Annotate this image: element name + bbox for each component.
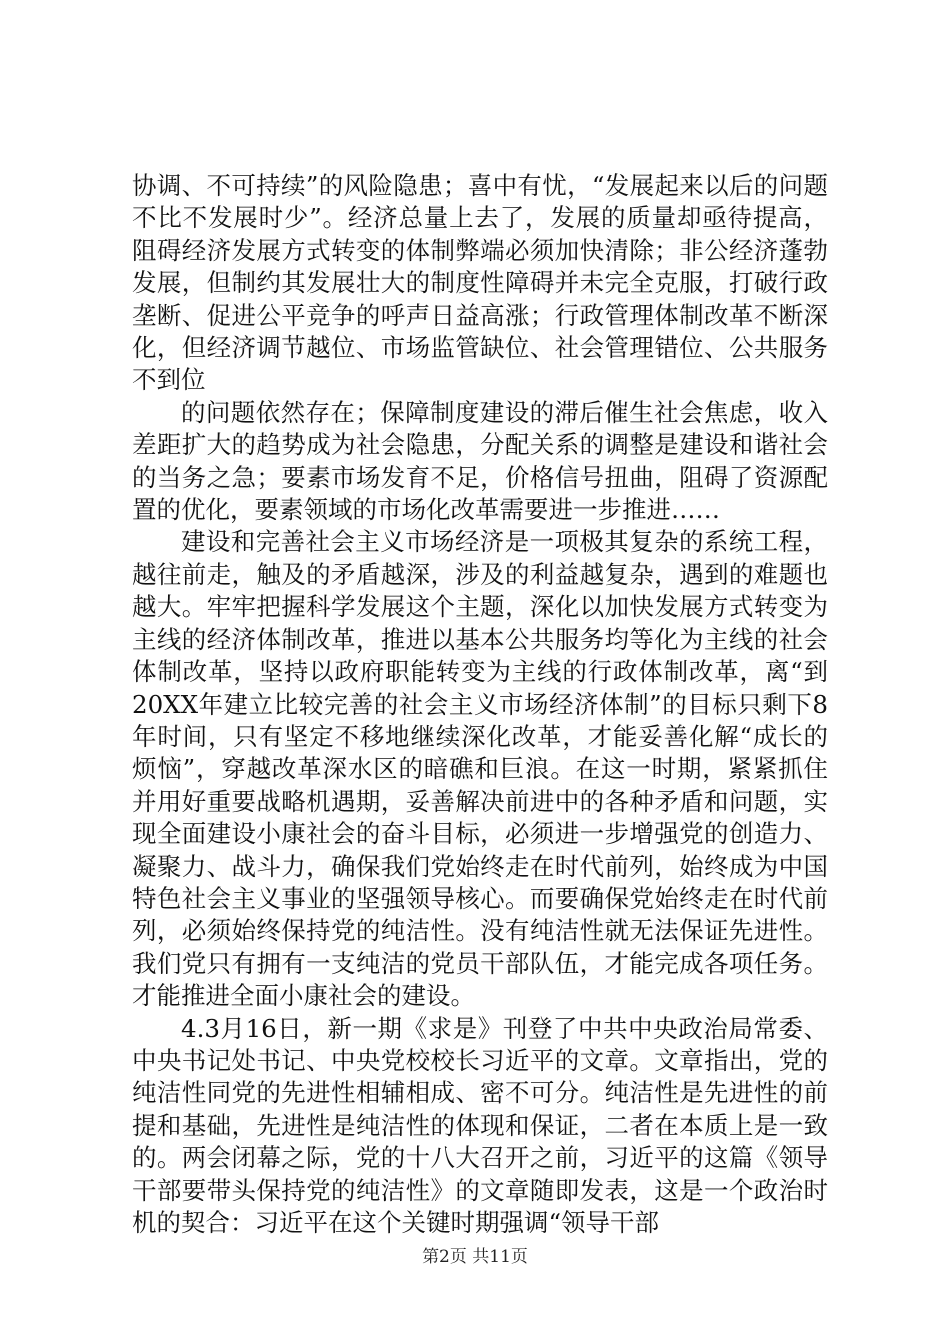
paragraph-4: 4.3月16日，新一期《求是》刊登了中共中央政治局常委、中央书记处书记、中央党校校长习近平的文章。文章指出，党的纯洁性同党的先进性相辅相成、密不可分。纯洁性是先进性的前提和基础，先进性是纯洁性的体现和保证，二者在本质上是一致的。两会闭幕之际，党的十八大召开之前，习近平的这篇《领导干部要带头保持党的纯洁性》的文章随即发表，这是一个政治时机的契合：习近平在这个关键时期强调“领导干部 xyxy=(132,1013,828,1237)
document-body xyxy=(132,170,828,1239)
page-number-footer: 第2页 共11页 xyxy=(422,1247,528,1267)
paragraph-1: 协调、不可持续”的风险隐患；喜中有忧，“发展起来以后的问题不比不发展时少”。经济总量上去了，发展的质量却亟待提高，阻碍经济发展方式转变的体制弊端必须加快清除；非公经济蓬勃发展，但制约其发展壮大的制度性障碍并未完全克服，打破行政垄断、促进公平竞争的呼声日益高涨；行政管理体制改革不断深化，但经济调节越位、市场监管缺位、社会管理错位、公共服务不到位 xyxy=(132,171,828,395)
paragraph-3: 建设和完善社会主义市场经济是一项极其复杂的系统工程，越往前走，触及的矛盾越深，涉及的利益越复杂，遇到的难题也越大。牢牢把握科学发展这个主题，深化以加快发展方式转变为主线的经济体制改革，推进以基本公共服务均等化为主线的社会体制改革，坚持以政府职能转变为主线的行政体制改革，离“到20XX年建立比较完善的社会主义市场经济体制”的目标只剩下8年时间，只有坚定不移地继续深化改革，才能妥善化解“成长的烦恼”，穿越改革深水区的暗礁和巨浪。在这一时期，紧紧抓住并用好重要战略机遇期，妥善解决前进中的各种矛盾和问题，实现全面建设小康社会的奋斗目标，必须进一步增强党的创造力、凝聚力、战斗力，确保我们党始终走在时代前列，始终成为中国特色社会主义事业的坚强领导核心。而要确保党始终走在时代前列，必须始终保持党的纯洁性。没有纯洁性就无法保证先进性。我们党只有拥有一支纯洁的党员干部队伍，才能完成各项任务。才能推进全面小康社会的建设。 xyxy=(132,527,828,1011)
paragraph-2: 的问题依然存在；保障制度建设的滞后催生社会焦虑，收入差距扩大的趋势成为社会隐患，分配关系的调整是建设和谐社会的当务之急；要素市场发育不足，价格信号扭曲，阻碍了资源配置的优化，要素领域的市场化改革需要进一步推进…… xyxy=(132,397,828,525)
